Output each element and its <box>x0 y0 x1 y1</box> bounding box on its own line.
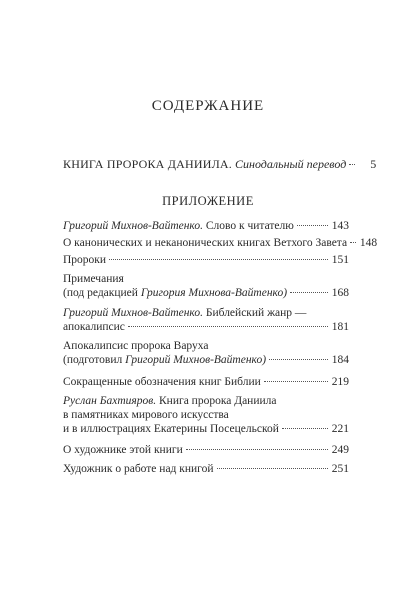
page-number: 181 <box>331 321 349 333</box>
toc-entry-7 <box>63 375 349 389</box>
dot-leader <box>128 326 328 327</box>
toc-entry-9 <box>63 443 349 457</box>
toc-entry-8 <box>63 394 349 436</box>
entry-title: Книга пророка Даниила <box>159 395 277 407</box>
dot-leader <box>349 164 355 165</box>
page-number: 143 <box>331 220 349 232</box>
entry-editor: Григорий Михнов-Вайтенко) <box>125 354 267 366</box>
entry-title: Библейский жанр — <box>205 307 307 319</box>
page-title: СОДЕРЖАНИЕ <box>151 98 265 114</box>
entry-title: Апокалипсис пророка Варуха <box>63 340 209 352</box>
toc-entry-1 <box>63 219 349 233</box>
toc-entry-2 <box>63 236 378 250</box>
entry-title: Пророки <box>63 254 107 266</box>
dot-leader <box>290 292 328 293</box>
page-number: 184 <box>331 354 349 366</box>
entry-author: Григорий Михнов-Вайтенко. <box>63 220 203 232</box>
entry-editor: Григория Михнова-Вайтенко) <box>140 287 288 299</box>
entry-title: О канонических и неканонических книгах Ветхого Завета <box>63 237 348 249</box>
page-number: 151 <box>331 254 349 266</box>
toc-entry-4 <box>63 272 349 300</box>
dot-leader <box>109 259 328 260</box>
entry-title-cont: апокалипсис <box>63 321 125 333</box>
entry-author: Руслан Бахтияров. <box>63 395 157 407</box>
entry-author: Григорий Михнов-Вайтенко. <box>63 307 203 319</box>
entry-title: Слово к читателю <box>205 220 294 232</box>
dot-leader <box>297 225 328 226</box>
entry-title-cont: в памятниках мирового искусства <box>63 409 229 421</box>
book-title: КНИГА ПРОРОКА ДАНИИЛА. <box>63 157 232 171</box>
dot-leader <box>282 428 328 429</box>
toc-entry-main <box>63 157 377 171</box>
page-number: 5 <box>370 157 377 171</box>
entry-note: (подготовил <box>63 354 123 366</box>
entry-title-cont: и в иллюстрациях Екатерины Посецельской <box>63 423 279 435</box>
toc-entry-10 <box>63 462 349 476</box>
entry-title: О художнике этой книги <box>63 444 183 456</box>
page-number: 251 <box>331 463 349 475</box>
dot-leader <box>269 359 328 360</box>
entry-title: Примечания <box>63 273 124 285</box>
toc-entry-5 <box>63 306 349 334</box>
dot-leader <box>186 449 328 450</box>
page-number: 168 <box>331 287 349 299</box>
page-number: 221 <box>331 423 349 435</box>
appendix-heading: ПРИЛОЖЕНИЕ <box>162 194 254 208</box>
page-number: 219 <box>331 376 349 388</box>
entry-title: Художник о работе над книгой <box>63 463 214 475</box>
page-number: 249 <box>331 444 349 456</box>
entry-title: Сокращенные обозначения книг Библии <box>63 376 261 388</box>
dot-leader <box>217 468 329 469</box>
dot-leader <box>350 242 356 243</box>
page-number: 148 <box>359 237 378 249</box>
translation-note: Синодальный перевод <box>235 157 347 171</box>
dot-leader <box>264 381 328 382</box>
toc-entry-3 <box>63 253 349 267</box>
entry-note: (под редакцией <box>63 287 138 299</box>
toc-entry-6 <box>63 339 349 367</box>
